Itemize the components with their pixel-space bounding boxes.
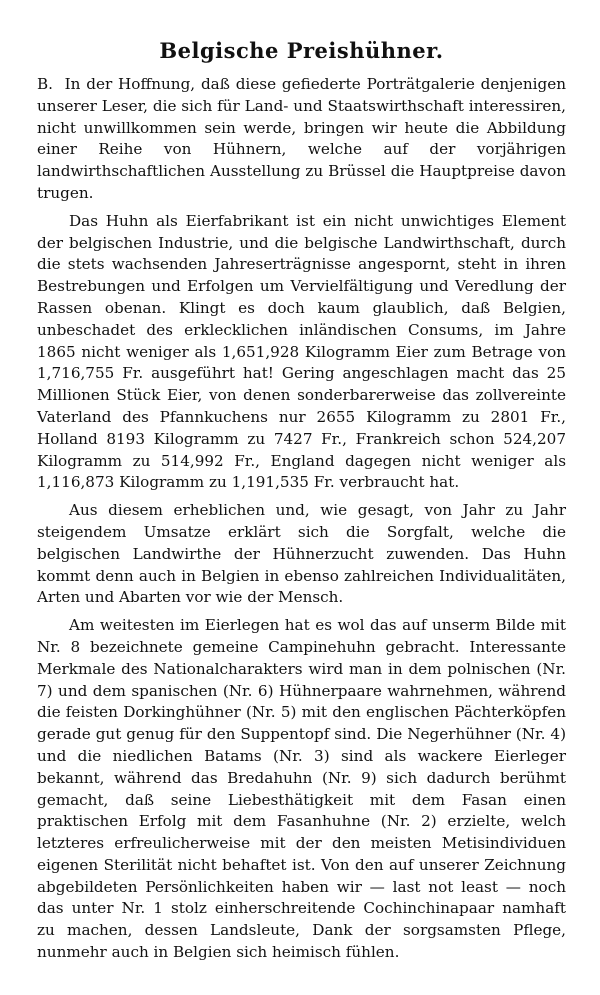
paragraph-3 (37, 500, 566, 609)
paragraph-2 (37, 211, 566, 494)
paragraph-1-text: In der Hoffnung, daß diese gefiederte Porträtgalerie denjenigen unserer Leser, die sich für Land- und Staatswirthschaft interessiren, nicht unwillkommen sein werde, bringen wir heute die Abbildung einer Reihe von Hühnern, welche auf der vorjährigen landwirthschaftlichen Ausstellung zu Brüssel die Hauptpreise davon trugen. (37, 75, 566, 202)
author-initial: B. (37, 75, 53, 93)
paragraph-1 (37, 74, 566, 205)
paragraph-3-text: Aus diesem erheblichen und, wie gesagt, von Jahr zu Jahr steigendem Umsatze erklärt sich die Sorgfalt, welche die belgischen Landwirthe der Hühnerzucht zuwenden. Das Huhn kommt denn auch in Belgien in ebenso zahlreichen Individualitäten, Arten und Abarten vor wie der Mensch. (37, 501, 566, 607)
article-title: Belgische Preishühner. (159, 38, 444, 63)
paragraph-4-text: Am weitesten im Eierlegen hat es wol das auf unserm Bilde mit Nr. 8 bezeichnete gemeine Campinehuhn gebracht. Interessante Merkmale des Nationalcharakters wird man in dem polnischen (Nr. 7) und dem spanischen (Nr. 6) Hühnerpaare wahrnehmen, während die feisten Dorkinghühner (Nr. 5) mit den englischen Pächterköpfen gerade gut genug für den Suppentopf sind. Die Negerhühner (Nr. 4) und die niedlichen Batams (Nr. 3) sind als wackere Eierleger bekannt, während das Bredahuhn (Nr. 9) sich dadurch berühmt gemacht, daß seine Liebesthätigkeit mit dem Fasan einen praktischen Erfolg mit dem Fasanhuhne (Nr. 2) erzielte, welch letzteres erfreulicherweise mit der den meisten Metisindividuen eigenen Sterilität nicht behaftet ist. Von den auf unserer Zeichnung abgebildeten Persönlichkeiten haben wir — last not least — noch das unter Nr. 1 stolz einherschreitende Cochinchinapaar namhaft zu machen, dessen Landsleute, Dank der sorgsamsten Pflege, nunmehr auch in Belgien sich heimisch fühlen. (37, 616, 566, 962)
paragraph-4 (37, 615, 566, 964)
paragraph-2-text: Das Huhn als Eierfabrikant ist ein nicht unwichtiges Element der belgischen Industrie, und die belgische Landwirthschaft, durch die stets wachsenden Jahreserträgnisse angespornt, steht in ihren Bestrebungen und Erfolgen um Vervielfältigung und Veredlung der Rassen obenan. Klingt es doch kaum glaublich, daß Belgien, unbeschadet des erklecklichen inländischen Consums, im Jahre 1865 nicht weniger als 1,651,928 Kilogramm Eier zum Betrage von 1,716,755 Fr. ausgeführt hat! Gering angeschlagen macht das 25 Millionen Stück Eier, von denen sonderbarerweise das zollvereinte Vaterland des Pfannkuchens nur 2655 Kilogramm zu 2801 Fr., Holland 8193 Kilogramm zu 7427 Fr., Frankreich schon 524,207 Kilogramm zu 514,992 Fr., England dagegen nicht weniger als 1,116,873 Kilogramm zu 1,191,535 Fr. verbraucht hat. (37, 211, 566, 492)
